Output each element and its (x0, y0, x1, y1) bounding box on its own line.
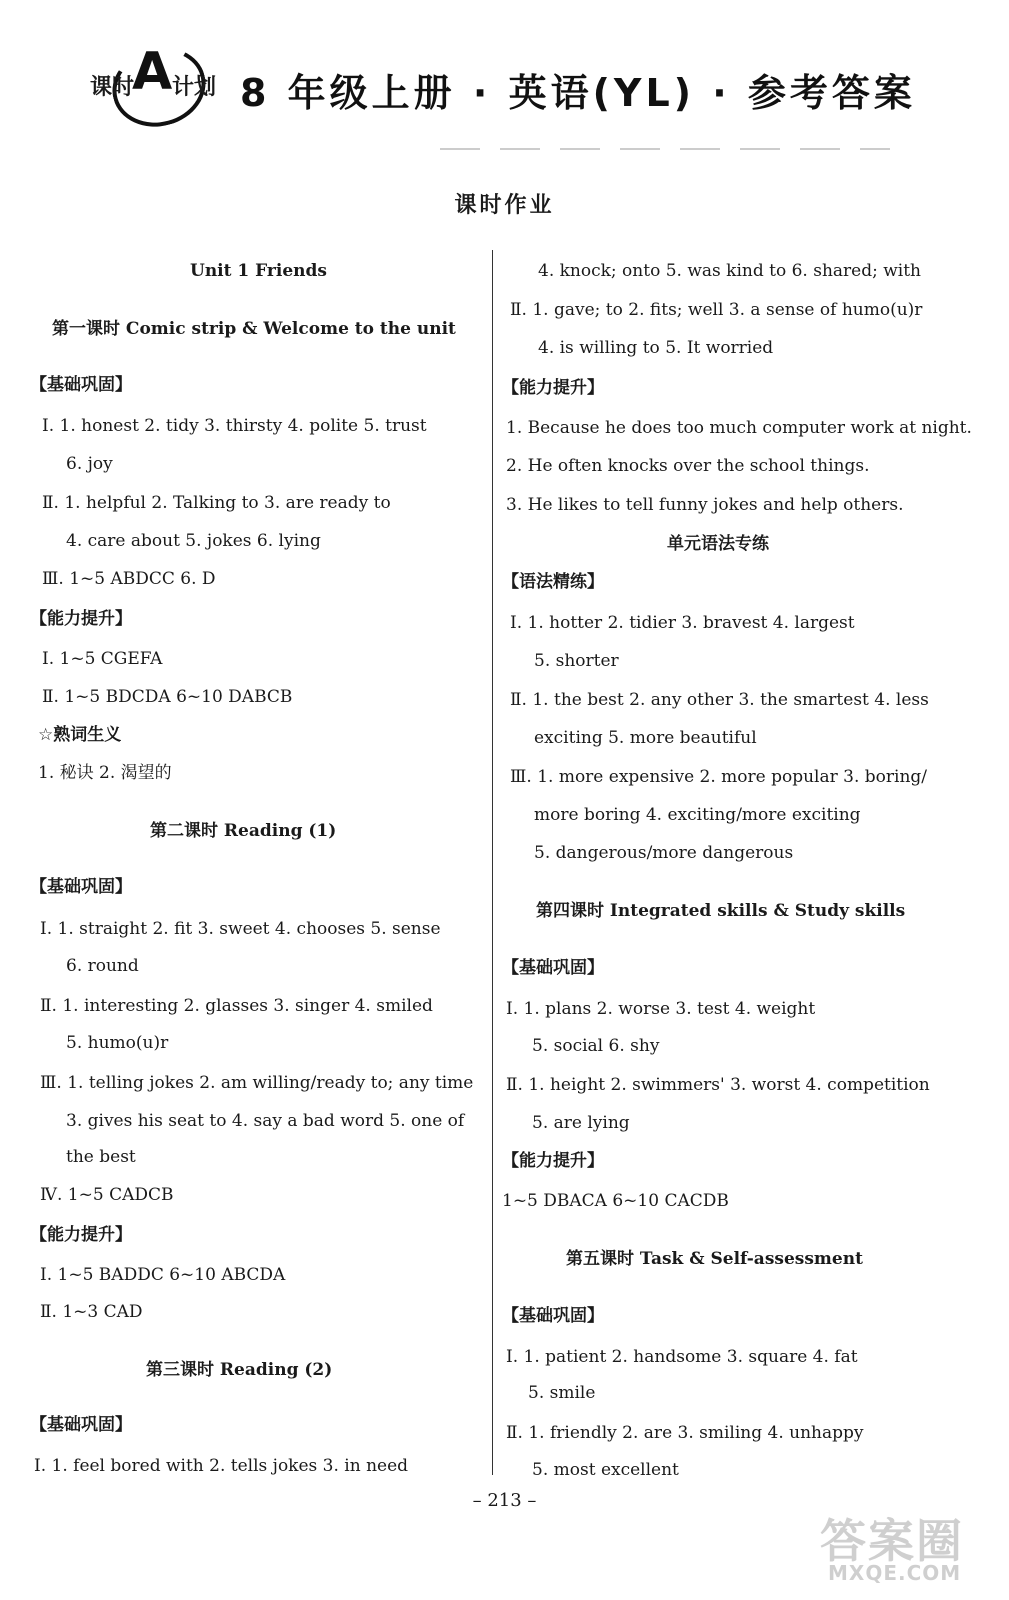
answer-line: Ⅱ. 1~5 BDCDA 6~10 DABCB (42, 687, 293, 707)
answer-line: 1~5 DBACA 6~10 CACDB (502, 1191, 729, 1211)
answer-line: 1. Because he does too much computer work at night. (506, 418, 972, 438)
tag-grammar: 【语法精练】 (502, 572, 604, 592)
answer-line: more boring 4. exciting/more exciting (534, 805, 861, 825)
logo-letter-a: A (132, 42, 173, 102)
answer-line: 4. knock; onto 5. was kind to 6. shared; with (538, 261, 921, 281)
answer-line: 4. is willing to 5. It worried (538, 338, 774, 358)
brand-logo (90, 40, 220, 135)
answer-line: Ⅲ. 1. more expensive 2. more popular 3. boring/ (510, 767, 928, 787)
answer-line: 6. joy (66, 454, 113, 474)
answer-line: 5. humo(u)r (66, 1033, 169, 1053)
book-title: 8 年级上册 · 英语(YL) · 参考答案 (240, 71, 916, 115)
lesson-3-title: 第三课时 Reading (2) (146, 1360, 333, 1380)
answer-line: Ⅱ. 1. interesting 2. glasses 3. singer 4. smiled (40, 996, 433, 1016)
answer-line: Ⅰ. 1. honest 2. tidy 3. thirsty 4. polite 5. trust (42, 416, 427, 436)
answer-line: Ⅲ. 1~5 ABDCC 6. D (42, 569, 216, 589)
logo-text-right: 计划 (172, 75, 217, 100)
answer-line: Ⅲ. 1. telling jokes 2. am willing/ready to; any time (40, 1073, 474, 1093)
lesson-5-title: 第五课时 Task & Self-assessment (566, 1249, 863, 1269)
header-divider (440, 148, 890, 150)
answer-line: Ⅳ. 1~5 CADCB (40, 1185, 174, 1205)
tag-basic: 【基础巩固】 (30, 1415, 132, 1435)
tag-advanced: 【能力提升】 (30, 1225, 132, 1245)
answer-line: Ⅱ. 1. helpful 2. Talking to 3. are ready to (42, 493, 391, 513)
answer-line: Ⅰ. 1. straight 2. fit 3. sweet 4. chooses 5. sense (40, 919, 441, 939)
answer-line: Ⅰ. 1~5 CGEFA (42, 649, 163, 669)
watermark-logo: 答案圈 (820, 1514, 964, 1568)
tag-basic: 【基础巩固】 (30, 375, 132, 395)
answer-line: Ⅱ. 1. friendly 2. are 3. smiling 4. unhappy (506, 1423, 864, 1443)
grammar-section-title: 单元语法专练 (667, 534, 769, 554)
page-number: – 213 – (472, 1490, 537, 1511)
column-divider (492, 250, 493, 1475)
answer-line: Ⅱ. 1~3 CAD (40, 1302, 143, 1322)
lesson-2-title: 第二课时 Reading (1) (150, 821, 337, 841)
page-header (80, 40, 940, 140)
answer-line: 6. round (66, 956, 139, 976)
answer-line: 3. gives his seat to 4. say a bad word 5. one of (66, 1111, 465, 1131)
answer-line: 5. are lying (532, 1113, 630, 1133)
answer-line: 3. He likes to tell funny jokes and help others. (506, 495, 904, 515)
answer-line: 5. social 6. shy (532, 1036, 660, 1056)
answer-line: exciting 5. more beautiful (534, 728, 757, 748)
answer-line: 2. He often knocks over the school things. (506, 456, 870, 476)
answer-line: the best (66, 1147, 136, 1167)
lesson-4-title: 第四课时 Integrated skills & Study skills (536, 901, 906, 921)
tag-basic: 【基础巩固】 (30, 877, 132, 897)
tag-familiar-words: ☆熟词生义 (38, 725, 122, 745)
tag-advanced: 【能力提升】 (502, 1151, 604, 1171)
answer-line: 5. most excellent (532, 1460, 679, 1480)
answer-line: 5. shorter (534, 651, 619, 671)
answer-line: Ⅱ. 1. gave; to 2. fits; well 3. a sense of humo(u)r (510, 300, 923, 320)
logo-text-left: 课时 (90, 75, 135, 100)
answer-line: Ⅰ. 1. patient 2. handsome 3. square 4. fat (506, 1347, 858, 1367)
watermark-url: MXQE.COM (828, 1561, 962, 1585)
lesson-1-title: 第一课时 Comic strip & Welcome to the unit (52, 319, 456, 339)
tag-advanced: 【能力提升】 (502, 378, 604, 398)
unit-title: Unit 1 Friends (190, 261, 327, 281)
answer-line: Ⅱ. 1. height 2. swimmers' 3. worst 4. competition (506, 1075, 930, 1095)
answer-line: Ⅰ. 1. plans 2. worse 3. test 4. weight (506, 999, 816, 1019)
answer-line: Ⅰ. 1. hotter 2. tidier 3. bravest 4. largest (510, 613, 855, 633)
answer-line: Ⅱ. 1. the best 2. any other 3. the smartest 4. less (510, 690, 929, 710)
tag-basic: 【基础巩固】 (502, 1306, 604, 1326)
section-title: 课时作业 (454, 193, 555, 218)
watermark (820, 1505, 990, 1590)
answer-line: 4. care about 5. jokes 6. lying (66, 531, 321, 551)
answer-line: Ⅰ. 1~5 BADDC 6~10 ABCDA (40, 1265, 286, 1285)
answer-line: 5. smile (528, 1383, 596, 1403)
answer-line: 5. dangerous/more dangerous (534, 843, 794, 863)
answer-line: 1. 秘诀 2. 渴望的 (38, 763, 172, 783)
answer-line: Ⅰ. 1. feel bored with 2. tells jokes 3. in need (34, 1456, 409, 1476)
tag-basic: 【基础巩固】 (502, 958, 604, 978)
tag-advanced: 【能力提升】 (30, 609, 132, 629)
